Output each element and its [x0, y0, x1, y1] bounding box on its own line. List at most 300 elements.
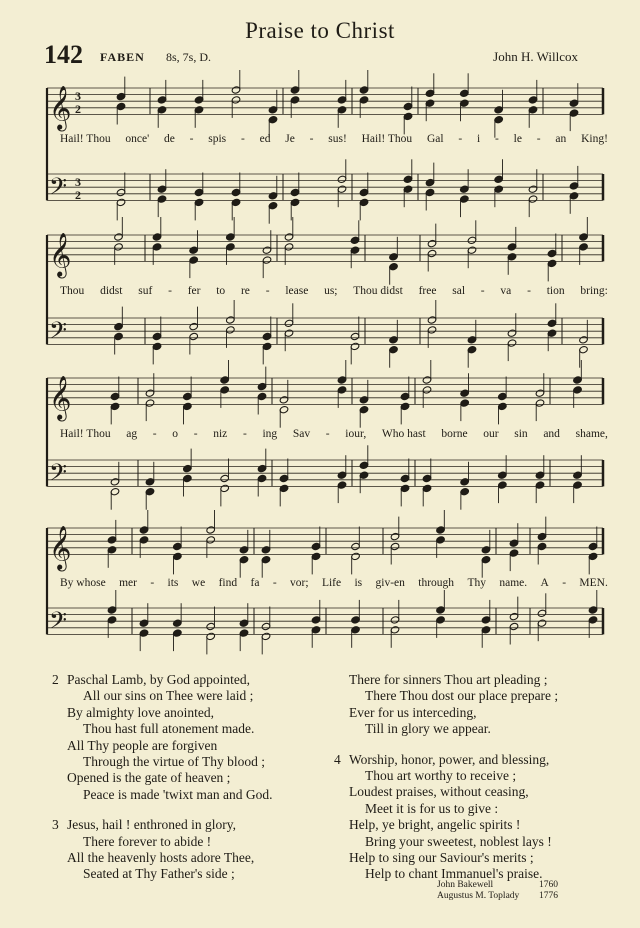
- note-head: [350, 246, 360, 254]
- note-head: [359, 471, 369, 479]
- note-head: [226, 326, 236, 334]
- stanza-gap: [334, 738, 558, 752]
- note-head: [573, 481, 583, 489]
- note-head: [403, 112, 413, 120]
- stanza-line: [334, 801, 558, 817]
- note-head: [152, 243, 162, 251]
- note-head: [145, 399, 155, 407]
- credit-name: John Bakewell: [437, 880, 494, 890]
- note-head: [350, 342, 360, 350]
- note-head: [425, 89, 435, 97]
- note-head: [220, 474, 230, 482]
- note-head: [579, 233, 589, 241]
- note-head: [311, 542, 321, 550]
- note-head: [337, 471, 347, 479]
- note-head: [569, 109, 579, 117]
- note-head: [509, 612, 519, 620]
- note-head: [116, 188, 126, 196]
- stanza-text: Worship, honor, power, and blessing,: [349, 751, 550, 767]
- note-head: [262, 246, 272, 254]
- lyric-line: [60, 285, 608, 297]
- note-head: [359, 188, 369, 196]
- note-head: [183, 474, 193, 482]
- note-head: [152, 332, 162, 340]
- stanza-text: Till in glory we appear.: [365, 721, 491, 737]
- time-signature-top: 3: [75, 89, 81, 103]
- lyric-syllable: bring:: [580, 285, 608, 297]
- lyric-syllable: Hail! Thou: [361, 133, 413, 145]
- note-head: [588, 542, 598, 550]
- note-head: [390, 616, 400, 624]
- note-head: [189, 246, 199, 254]
- lyric-syllable: name.: [499, 577, 528, 589]
- stanza-gap: [52, 803, 273, 817]
- lyric-syllable: ag: [126, 428, 138, 440]
- lyric-syllable: i: [477, 133, 481, 145]
- note-head: [359, 96, 369, 104]
- lyric-syllable: re: [240, 285, 250, 297]
- note-head: [359, 86, 369, 94]
- bass-clef-icon: 𝄢: [49, 316, 68, 350]
- note-head: [359, 396, 369, 404]
- note-head: [311, 616, 321, 624]
- lyric-syllable: sal: [452, 285, 466, 297]
- note-head: [110, 478, 120, 486]
- stanza-text: Through the virtue of Thy blood ;: [83, 754, 265, 770]
- note-head: [351, 552, 361, 560]
- lyric-syllable: Hail! Thou: [60, 428, 111, 440]
- stanza-line: [334, 672, 558, 688]
- stanza-number: 4: [334, 751, 341, 767]
- lyric-syllable: shame,: [575, 428, 608, 440]
- note-head: [528, 195, 538, 203]
- lyric-syllable: once': [125, 133, 150, 145]
- treble-clef-icon: 𝄞: [49, 525, 72, 570]
- note-head: [436, 606, 446, 614]
- note-head: [403, 175, 413, 183]
- note-head: [467, 236, 477, 244]
- note-head: [284, 329, 294, 337]
- stanza-number: 3: [52, 817, 59, 833]
- lyric-syllable: we: [191, 577, 206, 589]
- stanza-line: [334, 817, 558, 833]
- note-head: [400, 402, 410, 410]
- stanza-line: [334, 752, 558, 768]
- lyric-syllable: de: [163, 133, 175, 145]
- lyric-syllable: giv-en: [375, 577, 405, 589]
- stanza-line: [334, 784, 558, 800]
- note-head: [139, 619, 149, 627]
- stanza-text: Bring your sweetest, noblest lays !: [365, 833, 552, 849]
- note-head: [427, 249, 437, 257]
- stanza-text: Help to sing our Saviour's merits ;: [349, 850, 534, 866]
- note-head: [528, 96, 538, 104]
- note-head: [427, 316, 437, 324]
- note-head: [547, 319, 557, 327]
- stanza-line: [52, 866, 273, 882]
- note-head: [351, 616, 361, 624]
- note-head: [290, 188, 300, 196]
- note-head: [498, 392, 508, 400]
- note-head: [467, 246, 477, 254]
- note-head: [239, 546, 249, 554]
- note-head: [231, 86, 241, 94]
- note-head: [226, 243, 236, 251]
- note-head: [206, 632, 216, 640]
- lyric-syllable: By whose: [60, 577, 106, 589]
- note-head: [145, 478, 155, 486]
- note-head: [268, 116, 278, 124]
- note-head: [403, 185, 413, 193]
- note-head: [194, 198, 204, 206]
- note-head: [268, 202, 278, 210]
- stanza-line: [52, 850, 273, 866]
- time-signature-bottom: 2: [75, 102, 81, 116]
- stanza-text: Thou art worthy to receive ;: [365, 768, 517, 784]
- lyric-syllable: A: [540, 577, 549, 589]
- lyric-syllable: -: [536, 133, 541, 145]
- note-head: [157, 106, 167, 114]
- stanza-text: There forever to abide !: [83, 833, 212, 849]
- note-head: [537, 609, 547, 617]
- note-head: [400, 474, 410, 482]
- note-head: [206, 622, 216, 630]
- lyric-syllable: fa: [250, 577, 260, 589]
- note-head: [261, 622, 271, 630]
- note-head: [460, 89, 470, 97]
- credit-year: 1776: [539, 891, 558, 901]
- note-head: [389, 253, 399, 261]
- note-head: [139, 629, 149, 637]
- meter: 8s, 7s, D.: [166, 50, 212, 64]
- stanza-text: There for sinners Thou art pleading ;: [349, 672, 548, 687]
- note-head: [337, 386, 347, 394]
- lyric-syllable: le: [513, 133, 522, 145]
- note-head: [279, 484, 289, 492]
- note-head: [436, 526, 446, 534]
- bass-clef-icon: 𝄢: [49, 458, 68, 492]
- lyric-syllable: niz: [213, 428, 228, 440]
- note-head: [107, 616, 117, 624]
- note-head: [422, 376, 432, 384]
- lyric-syllable: Gal: [426, 133, 444, 145]
- note-head: [284, 319, 294, 327]
- note-head: [116, 92, 126, 100]
- note-head: [460, 195, 470, 203]
- stanza-line: [334, 705, 558, 721]
- note-head: [467, 346, 477, 354]
- time-signature-bottom: 2: [75, 188, 81, 202]
- note-head: [110, 488, 120, 496]
- stanza-text: All Thy people are forgiven: [67, 737, 218, 753]
- stanza-text: All the heavenly hosts adore Thee,: [67, 850, 255, 866]
- note-head: [509, 622, 519, 630]
- stanza-number: 2: [52, 672, 59, 687]
- note-head: [268, 106, 278, 114]
- note-head: [206, 526, 216, 534]
- lyric-syllable: o: [172, 428, 179, 440]
- note-head: [189, 322, 199, 330]
- note-head: [279, 474, 289, 482]
- note-head: [547, 329, 557, 337]
- note-head: [194, 96, 204, 104]
- note-head: [114, 243, 124, 251]
- note-head: [290, 198, 300, 206]
- note-head: [157, 195, 167, 203]
- note-head: [436, 536, 446, 544]
- note-head: [507, 253, 517, 261]
- note-head: [588, 616, 598, 624]
- stanza-line: [334, 850, 558, 866]
- lyric-syllable: through: [418, 577, 455, 589]
- stanza-line: [334, 688, 558, 704]
- note-head: [107, 546, 117, 554]
- note-head: [107, 536, 117, 544]
- note-head: [400, 484, 410, 492]
- note-head: [239, 556, 249, 564]
- note-head: [337, 106, 347, 114]
- note-head: [359, 461, 369, 469]
- note-head: [573, 471, 583, 479]
- lyric-syllable: an: [555, 133, 567, 145]
- hymn-title: Praise to Christ: [245, 18, 395, 43]
- note-head: [389, 346, 399, 354]
- note-head: [390, 626, 400, 634]
- credit-year: 1760: [539, 880, 558, 890]
- note-head: [194, 188, 204, 196]
- note-head: [535, 399, 545, 407]
- note-head: [189, 256, 199, 264]
- note-head: [311, 552, 321, 560]
- note-head: [139, 526, 149, 534]
- lyric-syllable: sin: [514, 428, 528, 440]
- note-head: [528, 106, 538, 114]
- note-head: [116, 198, 126, 206]
- credit-name: Augustus M. Toplady: [437, 891, 520, 901]
- lyric-syllable: -: [309, 133, 314, 145]
- lyric-syllable: -: [150, 577, 155, 589]
- bass-clef-icon: 𝄢: [49, 606, 68, 640]
- note-head: [359, 198, 369, 206]
- note-head: [157, 96, 167, 104]
- note-head: [579, 336, 589, 344]
- note-head: [350, 332, 360, 340]
- stanzas-right-column: [334, 672, 558, 883]
- note-head: [231, 198, 241, 206]
- note-head: [157, 185, 167, 193]
- note-head: [279, 406, 289, 414]
- note-head: [498, 481, 508, 489]
- note-head: [311, 626, 321, 634]
- lyric-syllable: to: [216, 285, 226, 297]
- note-head: [290, 96, 300, 104]
- stanza-text: Peace is made 'twixt man and God.: [83, 786, 273, 802]
- note-head: [226, 316, 236, 324]
- lyric-syllable: Je: [285, 133, 295, 145]
- note-head: [494, 106, 504, 114]
- note-head: [573, 386, 583, 394]
- lyric-syllable: Life: [321, 577, 342, 589]
- note-head: [494, 116, 504, 124]
- stanza-line: [52, 770, 273, 786]
- note-head: [257, 382, 267, 390]
- note-head: [389, 336, 399, 344]
- stanza-text: Jesus, hail ! enthroned in glory,: [67, 817, 236, 833]
- note-head: [537, 532, 547, 540]
- note-head: [351, 542, 361, 550]
- note-head: [239, 629, 249, 637]
- note-head: [173, 619, 183, 627]
- note-head: [422, 484, 432, 492]
- note-head: [528, 185, 538, 193]
- lyric-syllable: iour,: [345, 428, 367, 440]
- lyric-syllable: -: [193, 428, 198, 440]
- note-head: [206, 536, 216, 544]
- lyric-syllable: Thou didst: [353, 285, 403, 297]
- lyric-syllable: suf: [138, 285, 153, 297]
- note-head: [422, 474, 432, 482]
- note-head: [481, 556, 491, 564]
- note-head: [239, 619, 249, 627]
- stanza-line: [52, 817, 273, 833]
- lyric-syllable: -: [495, 133, 499, 145]
- lyric-syllable: free: [418, 285, 437, 297]
- note-head: [139, 536, 149, 544]
- tune-name: FABEN: [100, 50, 145, 64]
- stanza-line: [52, 738, 273, 754]
- lyric-syllable: Who hast: [381, 428, 426, 440]
- lyric-syllable: and: [543, 428, 560, 440]
- hymn-number: 142: [44, 40, 83, 69]
- note-head: [351, 626, 361, 634]
- stanza-line: [52, 672, 273, 688]
- note-head: [579, 346, 589, 354]
- stanza-text: Meet it is for us to give :: [365, 800, 499, 816]
- lyric-syllable: find: [218, 577, 238, 589]
- stanza-line: [52, 688, 273, 704]
- note-head: [507, 243, 517, 251]
- stanza-line: [52, 721, 273, 737]
- note-head: [110, 392, 120, 400]
- lyric-line: [60, 577, 608, 589]
- note-head: [337, 96, 347, 104]
- lyric-syllable: Sav: [292, 428, 311, 440]
- note-head: [107, 606, 117, 614]
- note-head: [173, 629, 183, 637]
- note-head: [262, 256, 272, 264]
- note-head: [262, 342, 272, 350]
- note-head: [569, 99, 579, 107]
- lyric-syllable: -: [265, 285, 270, 297]
- note-head: [481, 626, 491, 634]
- note-head: [547, 249, 557, 257]
- note-head: [494, 175, 504, 183]
- note-head: [569, 192, 579, 200]
- note-head: [183, 402, 193, 410]
- text-credits: [437, 880, 558, 902]
- note-head: [110, 402, 120, 410]
- note-head: [257, 392, 267, 400]
- note-head: [535, 481, 545, 489]
- lyric-syllable: -: [325, 428, 330, 440]
- treble-clef-icon: 𝄞: [49, 232, 72, 277]
- lyric-syllable: us;: [324, 285, 338, 297]
- stanza-text: Ever for us interceding,: [349, 704, 477, 720]
- lyric-syllable: -: [242, 428, 247, 440]
- lyric-line: [60, 133, 608, 145]
- note-head: [359, 406, 369, 414]
- note-head: [231, 188, 241, 196]
- note-head: [257, 474, 267, 482]
- note-head: [481, 616, 491, 624]
- bass-clef-icon: 𝄢: [49, 172, 68, 206]
- note-head: [279, 396, 289, 404]
- note-head: [152, 233, 162, 241]
- stanza-line: [52, 834, 273, 850]
- lyric-syllable: mer: [119, 577, 137, 589]
- lyric-syllable: sus!: [328, 133, 347, 145]
- lyric-syllable: va: [500, 285, 512, 297]
- note-head: [427, 326, 437, 334]
- note-head: [337, 376, 347, 384]
- lyric-syllable: vor;: [290, 577, 309, 589]
- stanza-text: Paschal Lamb, by God appointed,: [67, 672, 250, 687]
- stanza-text: Help to chant Immanuel's praise.: [365, 866, 543, 882]
- note-head: [498, 471, 508, 479]
- stanza-text: Help, ye bright, angelic spirits !: [349, 817, 521, 833]
- credit-line: [437, 891, 558, 902]
- lyric-syllable: -: [168, 285, 172, 297]
- note-head: [436, 616, 446, 624]
- stanza-text: Seated at Thy Father's side ;: [83, 866, 235, 882]
- note-head: [173, 542, 183, 550]
- note-head: [152, 342, 162, 350]
- note-head: [588, 606, 598, 614]
- note-head: [573, 376, 583, 384]
- lyric-syllable: -: [527, 285, 531, 297]
- note-head: [261, 556, 271, 564]
- note-head: [145, 389, 155, 397]
- note-head: [422, 386, 432, 394]
- lyric-syllable: Hail! Thou: [60, 133, 111, 145]
- note-head: [498, 402, 508, 410]
- stanza-line: [334, 768, 558, 784]
- note-head: [389, 263, 399, 271]
- note-head: [460, 389, 470, 397]
- lyric-syllable: its: [167, 577, 179, 589]
- stanza-text: Opened is the gate of heaven ;: [67, 770, 231, 786]
- lyric-syllable: tion: [546, 285, 565, 297]
- lyric-syllable: is: [354, 577, 363, 589]
- note-head: [494, 185, 504, 193]
- lyric-syllable: King!: [581, 133, 608, 145]
- note-head: [194, 106, 204, 114]
- note-head: [588, 552, 598, 560]
- note-head: [257, 464, 267, 472]
- note-head: [427, 239, 437, 247]
- lyric-syllable: -: [272, 577, 277, 589]
- note-head: [460, 399, 470, 407]
- note-head: [507, 329, 517, 337]
- lyric-line: [60, 428, 608, 440]
- note-head: [403, 102, 413, 110]
- note-head: [460, 99, 470, 107]
- stanza-text: By almighty love anointed,: [67, 704, 214, 720]
- stanzas-left-column: [52, 672, 273, 883]
- stanza-text: All our sins on Thee were laid ;: [83, 688, 254, 704]
- note-head: [425, 99, 435, 107]
- note-head: [350, 236, 360, 244]
